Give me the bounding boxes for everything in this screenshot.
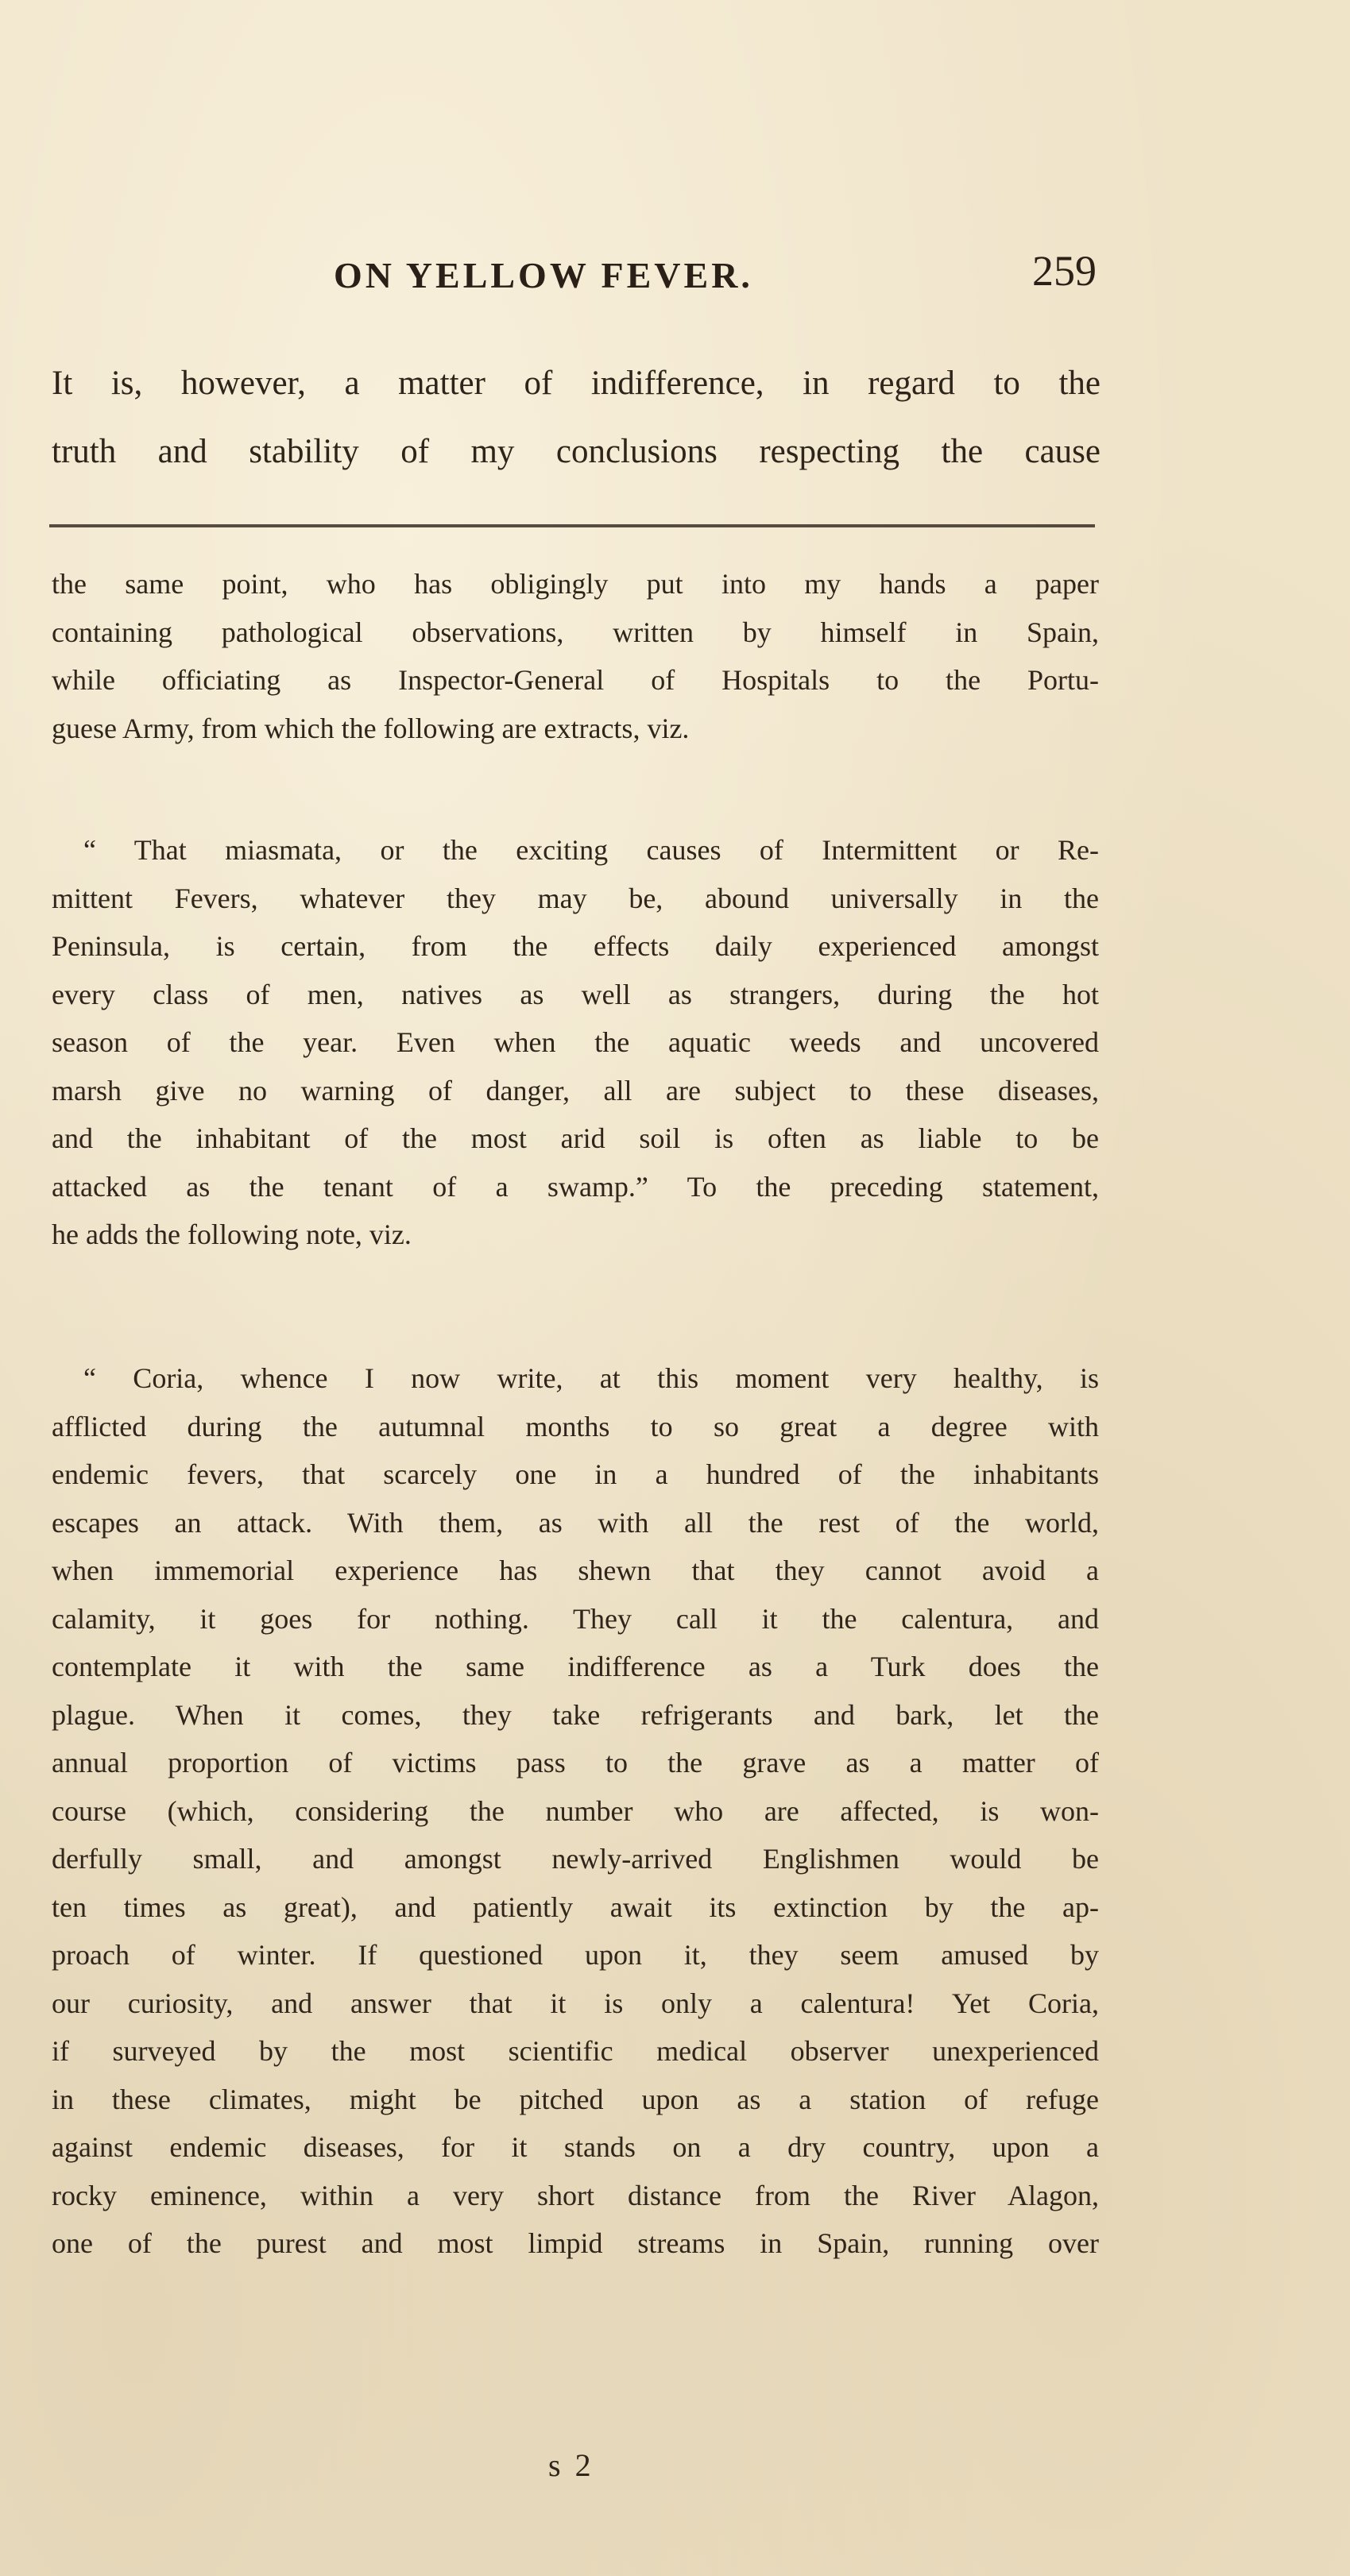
footnote-line: our curiosity, and answer that it is only a calentura! Yet Coria, [52,1987,1099,2019]
footnote-line: marsh give no warning of danger, all are subject to these diseases, [52,1074,1099,1106]
footnote-line: guese Army, from which the following are extracts, viz. [52,712,690,744]
footnote-line: while officiating as Inspector-General of Hospitals to the Portu- [52,664,1099,696]
main-text [52,350,1101,486]
footnote-line: if surveyed by the most scientific medical observer unexperienced [52,2035,1099,2067]
footnote-line: he adds the following note, viz. [52,1218,412,1250]
footnote-line: mittent Fevers, whatever they may be, abound universally in the [52,882,1099,914]
footnote-line: calamity, it goes for nothing. They call it the calentura, and [52,1602,1099,1635]
footnote-line: every class of men, natives as well as strangers, during the hot [52,978,1099,1010]
footnote-line: in these climates, might be pitched upon as a station of refuge [52,2083,1099,2115]
signature-mark: s 2 [548,2447,594,2483]
footnote-line: Peninsula, is certain, from the effects daily experienced amongst [52,930,1099,962]
footnote-line: rocky eminence, within a very short distance from the River Alagon, [52,2179,1099,2211]
footnote-paragraph-3 [52,1354,1099,2268]
footnote-line: and the inhabitant of the most arid soil is often as liable to be [52,1122,1099,1154]
footnote-rule [49,524,1095,527]
footnote-line: the same point, who has obligingly put into my hands a paper [52,568,1099,600]
footnote-line: escapes an attack. With them, as with all the rest of the world, [52,1506,1099,1539]
footnote-line: when immemorial experience has shewn that they cannot avoid a [52,1554,1099,1586]
footnote-line: endemic fevers, that scarcely one in a hundred of the inhabitants [52,1458,1099,1490]
footnote-line: attacked as the tenant of a swamp.” To the preceding statement, [52,1170,1099,1203]
footnote-line: plague. When it comes, they take refrigerants and bark, let the [52,1698,1099,1731]
footnote-line: one of the purest and most limpid streams in Spain, running over [52,2227,1099,2259]
footnote-line: contemplate it with the same indifference as a Turk does the [52,1651,1099,1682]
footnote-line: containing pathological observations, written by himself in Spain, [52,616,1099,648]
footnote-line: proach of winter. If questioned upon it, they seem amused by [52,1939,1099,1971]
footnote-paragraph-2 [52,826,1099,1259]
footnote-line: ten times as great), and patiently await its extinction by the ap- [52,1890,1099,1923]
main-text-line: It is, however, a matter of indifference, in regard to the [52,365,1101,402]
footnote-line: derfully small, and amongst newly-arrived Englishmen would be [52,1843,1099,1875]
running-title: ON YELLOW FEVER. [334,255,753,295]
footnote-line: course (which, considering the number who are affected, is won- [52,1794,1099,1827]
footnote-line: “ Coria, whence I now write, at this moment very healthy, is [83,1362,1099,1394]
footnote-line: afflicted during the autumnal months to so great a degree with [52,1410,1099,1442]
footnote-line: “ That miasmata, or the exciting causes of Intermittent or Re- [83,834,1099,866]
footnote-line: season of the year. Even when the aquatic weeds and uncovered [52,1026,1099,1058]
running-head [48,246,1097,310]
footnote-line: annual proportion of victims pass to the grave as a matter of [52,1747,1099,1778]
footnote-paragraph-1 [52,560,1099,752]
footnote-line: against endemic diseases, for it stands on a dry country, upon a [52,2131,1099,2163]
page-number: 259 [1032,247,1097,295]
main-text-line: truth and stability of my conclusions respecting the cause [52,433,1101,470]
